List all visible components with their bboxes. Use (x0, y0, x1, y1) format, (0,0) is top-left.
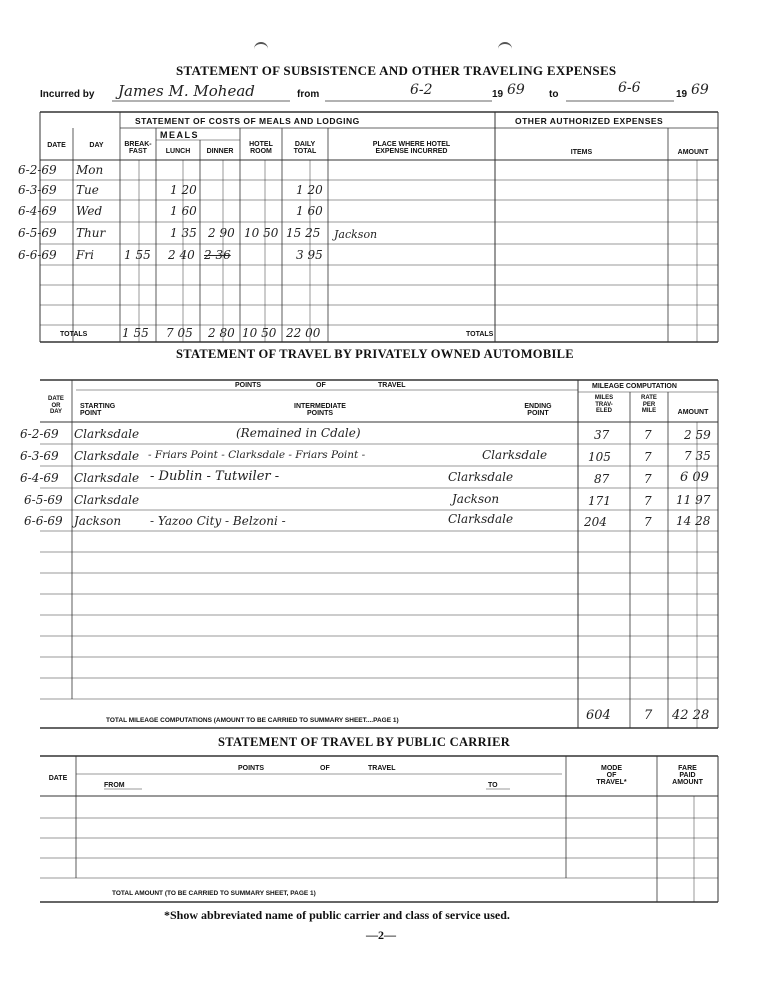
col-lunch: LUNCH (165, 148, 191, 155)
auto-travel-label: TRAVEL (378, 382, 406, 389)
mileage-label: MILEAGE COMPUTATION (592, 383, 677, 390)
meal-dinner: 2 36 (204, 248, 231, 262)
page-number: —2— (366, 928, 396, 942)
auto-of-label: OF (316, 382, 326, 389)
auto-col-inter: INTERMEDIATE POINTS (294, 403, 346, 417)
meals-totals-label: TOTALS (60, 331, 88, 338)
meals-group-header: MEALS (160, 130, 199, 140)
col-amount: AMOUNT (677, 149, 709, 156)
auto-miles: 171 (588, 494, 611, 508)
meal-date: 6-6-69 (18, 248, 57, 262)
auto-end: Clarksdale (448, 512, 514, 526)
incurred-by-value: James M. Mohead (118, 82, 255, 100)
auto-inter: - Dublin - Tutwiler - (150, 469, 280, 484)
meal-date: 6-3-69 (18, 183, 57, 197)
total-breakfast: 1 55 (122, 326, 149, 340)
auto-rate: 7 (644, 428, 652, 442)
col-date: DATE (47, 142, 66, 149)
meal-day: Mon (76, 163, 104, 177)
total-mileage-label: TOTAL MILEAGE COMPUTATIONS (AMOUNT TO BE CARRIED TO SUMMARY SHEET....PAGE 1) (106, 717, 399, 724)
total-auto-amount: 42 28 (672, 708, 710, 723)
auto-amount: 7 35 (684, 449, 711, 463)
auto-col-end: ENDING POINT (524, 403, 552, 417)
auto-col-date: DATE OR DAY (48, 396, 64, 415)
meal-daily: 1 60 (296, 204, 323, 218)
carrier-col-mode: MODE OF TRAVEL* (596, 765, 627, 786)
auto-miles: 87 (594, 472, 610, 486)
auto-end: Clarksdale (482, 448, 548, 462)
year-prefix-2: 19 (676, 89, 688, 100)
carrier-from-label: FROM (104, 782, 125, 789)
auto-end: Jackson (452, 492, 500, 506)
col-daily: DAILY TOTAL (293, 141, 317, 155)
to-label: to (549, 89, 559, 100)
auto-rate: 7 (644, 472, 652, 486)
auto-rate: 7 (644, 450, 652, 464)
from-date: 6-2 (410, 82, 433, 98)
col-hotel: HOTEL ROOM (249, 141, 273, 155)
auto-rate: 7 (644, 515, 652, 529)
meals-section-title: STATEMENT OF COSTS OF MEALS AND LODGING (135, 116, 360, 126)
from-label: from (297, 89, 320, 100)
total-miles: 604 (586, 708, 611, 723)
punch-hole-mark (254, 42, 268, 54)
incurred-by-label: Incurred by (40, 89, 95, 100)
carrier-section-title: STATEMENT OF TRAVEL BY PUBLIC CARRIER (218, 735, 511, 749)
meal-breakfast: 1 55 (124, 248, 151, 262)
auto-miles: 37 (594, 428, 610, 442)
punch-hole-mark (498, 42, 512, 54)
auto-date: 6-3-69 (20, 449, 59, 463)
auto-col-miles: MILES TRAV- ELED (594, 395, 614, 414)
meal-date: 6-2-69 (18, 163, 57, 177)
other-totals-label: TOTALS (466, 331, 494, 338)
auto-inter: (Remained in Cdale) (236, 426, 361, 440)
meal-day: Wed (76, 204, 103, 218)
carrier-to-label: TO (488, 782, 498, 789)
auto-amount: 14 28 (676, 514, 711, 528)
auto-start: Clarksdale (74, 493, 140, 507)
auto-amount: 6 09 (680, 470, 709, 485)
meal-daily: 15 25 (286, 226, 321, 240)
year-1: 69 (507, 82, 525, 98)
carrier-points-label: POINTS (238, 765, 265, 772)
meal-lunch: 2 40 (168, 248, 195, 262)
auto-col-start: STARTING POINT (80, 403, 116, 417)
auto-amount: 2 59 (684, 428, 711, 442)
year-2: 69 (691, 82, 709, 98)
to-date: 6-6 (618, 80, 641, 96)
meal-day: Tue (76, 183, 99, 197)
col-dinner: DINNER (206, 148, 234, 155)
auto-start: Clarksdale (74, 427, 140, 441)
col-breakfast: BREAK- FAST (124, 141, 152, 155)
auto-miles: 105 (588, 450, 611, 464)
meal-day: Thur (76, 226, 106, 240)
auto-date: 6-5-69 (24, 493, 63, 507)
carrier-col-fare: FARE PAID AMOUNT (672, 765, 703, 786)
carrier-col-date: DATE (48, 775, 68, 782)
auto-date: 6-4-69 (20, 471, 59, 485)
col-day: DAY (89, 142, 104, 149)
auto-col-amount: AMOUNT (677, 409, 709, 416)
auto-rate: 7 (644, 494, 652, 508)
auto-section-title: STATEMENT OF TRAVEL BY PRIVATELY OWNED AUTOMOBILE (176, 347, 574, 361)
form-title: STATEMENT OF SUBSISTENCE AND OTHER TRAVELING EXPENSES (176, 63, 617, 78)
total-rate: 7 (644, 708, 653, 723)
meal-dinner: 2 90 (208, 226, 235, 240)
meal-lunch: 1 20 (170, 183, 197, 197)
auto-date: 6-6-69 (24, 514, 63, 528)
total-dinner: 2 80 (208, 326, 235, 340)
carrier-of-label: OF (320, 765, 330, 772)
auto-date: 6-2-69 (20, 427, 59, 441)
auto-miles: 204 (584, 515, 607, 529)
meal-date: 6-4-69 (18, 204, 57, 218)
auto-end: Clarksdale (448, 470, 514, 484)
auto-start: Clarksdale (74, 449, 140, 463)
total-daily: 22 00 (286, 326, 321, 340)
auto-inter: - Yazoo City - Belzoni - (150, 514, 286, 528)
auto-start: Jackson (74, 514, 122, 528)
other-expenses-title: OTHER AUTHORIZED EXPENSES (515, 116, 664, 126)
year-prefix-1: 19 (492, 89, 504, 100)
auto-inter: - Friars Point - Clarksdale - Friars Point - (148, 449, 366, 461)
meal-hotel: 10 50 (244, 226, 279, 240)
col-items: ITEMS (570, 149, 593, 156)
meal-lunch: 1 35 (170, 226, 197, 240)
meal-place: Jackson (334, 228, 378, 241)
auto-points-label: POINTS (235, 382, 262, 389)
auto-start: Clarksdale (74, 471, 140, 485)
meal-date: 6-5-69 (18, 226, 57, 240)
auto-amount: 11 97 (676, 493, 711, 507)
col-place: PLACE WHERE HOTEL EXPENSE INCURRED (372, 141, 451, 155)
meal-lunch: 1 60 (170, 204, 197, 218)
auto-col-rate: RATE PER MILE (641, 395, 657, 414)
total-hotel: 10 50 (242, 326, 277, 340)
total-lunch: 7 05 (166, 326, 193, 340)
meal-daily: 1 20 (296, 183, 323, 197)
footer-note: *Show abbreviated name of public carrier and class of service used. (164, 908, 510, 922)
meal-daily: 3 95 (296, 248, 323, 262)
carrier-total-label: TOTAL AMOUNT (TO BE CARRIED TO SUMMARY SHEET, PAGE 1) (112, 890, 316, 897)
carrier-travel-label: TRAVEL (368, 765, 396, 772)
meal-day: Fri (76, 248, 94, 262)
